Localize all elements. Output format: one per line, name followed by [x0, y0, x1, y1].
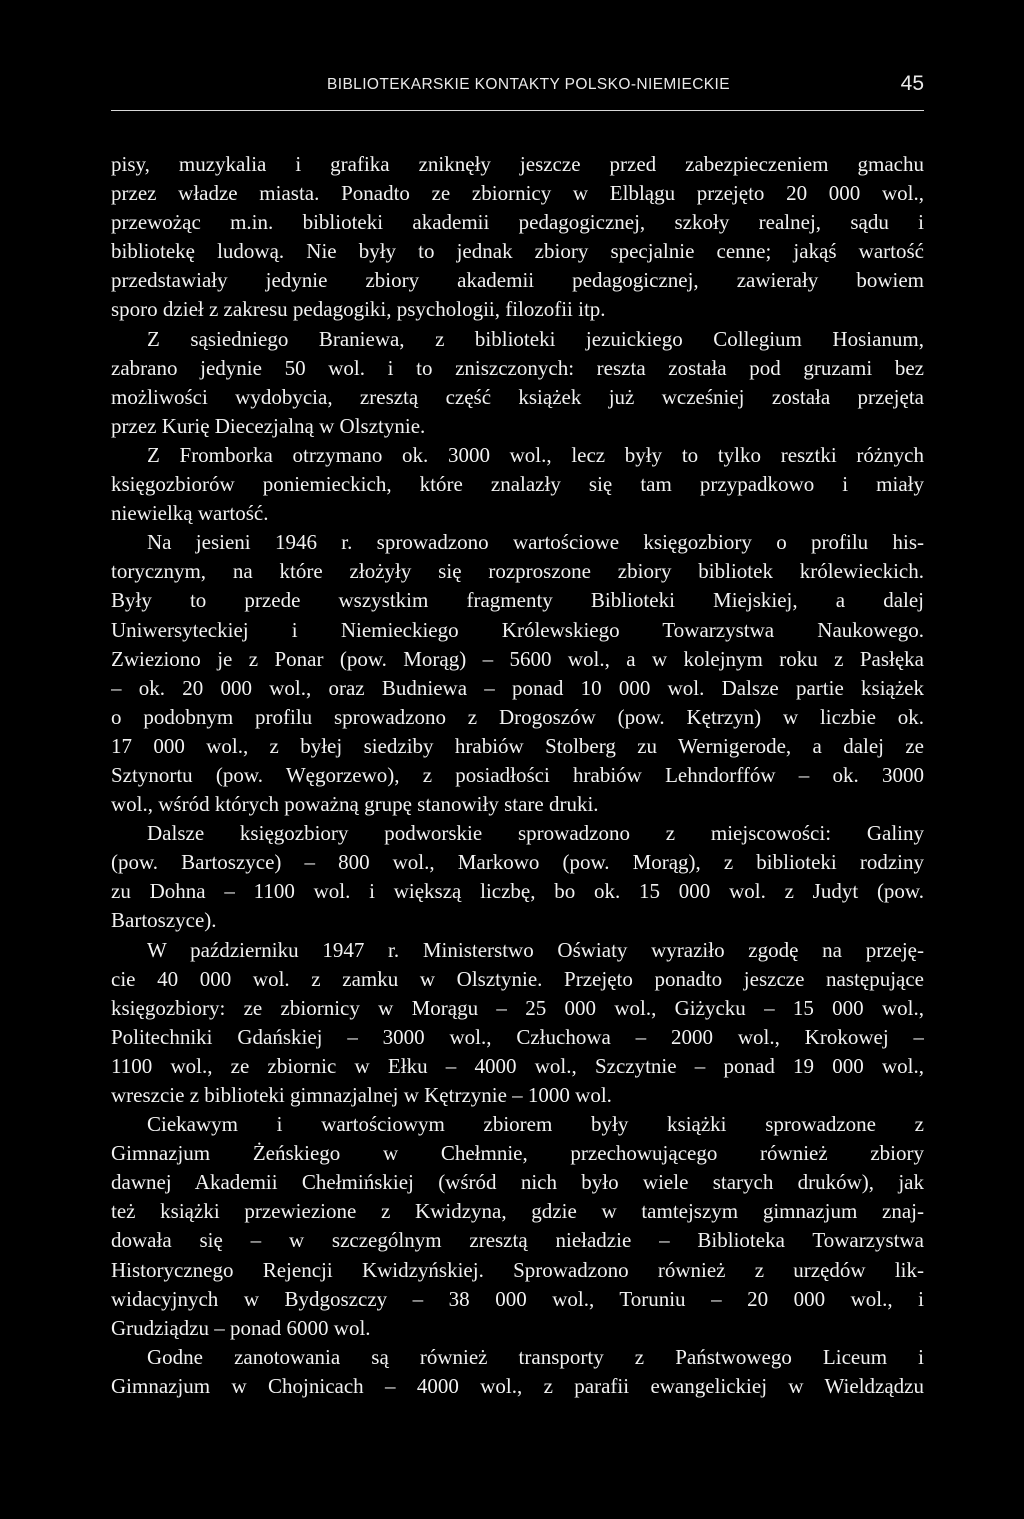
text-line: księgozbiory: ze zbiornicy w Morągu – 25 000 wol., Giżycku – 15 000 wol.,: [111, 995, 924, 1020]
text-line: 1100 wol., ze zbiornic w Ełku – 4000 wol., Szczytnie – ponad 19 000 wol.,: [111, 1053, 924, 1078]
text-line: też książki przewiezione z Kwidzyna, gdzie w tamtejszym gimnazjum znaj-: [111, 1199, 924, 1224]
text-line: Na jesieni 1946 r. sprowadzono wartościowe księgozbiory o profilu his-: [147, 530, 924, 555]
text-line: Grudziądzu – ponad 6000 wol.: [111, 1315, 371, 1340]
text-line: – ok. 20 000 wol., oraz Budniewa – ponad 10 000 wol. Dalsze partie książek: [111, 675, 924, 700]
text-line: niewielką wartość.: [111, 501, 269, 526]
text-line: Gimnazjum w Chojnicach – 4000 wol., z parafii ewangelickiej w Wieldządzu: [111, 1373, 924, 1398]
text-line: Godne zanotowania są również transporty z Państwowego Liceum i: [147, 1344, 924, 1369]
text-line: Były to przede wszystkim fragmenty Biblioteki Miejskiej, a dalej: [111, 588, 924, 613]
text-line: 17 000 wol., z byłej siedziby hrabiów Stolberg zu Wernigerode, a dalej ze: [111, 733, 924, 758]
text-line: dawnej Akademii Chełmińskiej (wśród nich było wiele starych druków), jak: [111, 1170, 924, 1195]
text-line: zu Dohna – 1100 wol. i większą liczbę, bo ok. 15 000 wol. z Judyt (pow.: [111, 879, 924, 904]
text-line: wol., wśród których poważną grupę stanowiły stare druki.: [111, 792, 599, 817]
text-line: księgozbiorów poniemieckich, które znalazły się tam przypadkowo i miały: [111, 472, 924, 497]
text-line: Zwieziono je z Ponar (pow. Morąg) – 5600 wol., a w kolejnym roku z Pasłęka: [111, 646, 924, 671]
text-line: Sztynortu (pow. Węgorzewo), z posiadłości hrabiów Lehndorffów – ok. 3000: [111, 762, 924, 787]
text-line: Z Fromborka otrzymano ok. 3000 wol., lecz były to tylko resztki różnych: [147, 442, 924, 467]
text-line: Ciekawym i wartościowym zbiorem były książki sprowadzone z: [147, 1112, 924, 1137]
text-line: przedstawiały jedynie zbiory akademii pedagogicznej, zawierały bowiem: [111, 268, 924, 293]
text-line: zabrano jedynie 50 wol. i to zniszczonych: reszta została pod gruzami bez: [111, 355, 924, 380]
text-line: torycznym, na które złożyły się rozproszone zbiory bibliotek królewieckich.: [111, 559, 924, 584]
text-line: Uniwersyteckiej i Niemieckiego Królewskiego Towarzystwa Naukowego.: [111, 617, 924, 642]
text-line: przez Kurię Diecezjalną w Olsztynie.: [111, 413, 426, 438]
header-rule: [111, 110, 924, 111]
text-line: Historycznego Rejencji Kwidzyńskiej. Sprowadzono również z urzędów lik-: [111, 1257, 924, 1282]
text-line: Politechniki Gdańskiej – 3000 wol., Człuchowa – 2000 wol., Krokowej –: [111, 1024, 924, 1049]
text-line: sporo dzieł z zakresu pedagogiki, psychologii, filozofii itp.: [111, 297, 606, 322]
text-line: wreszcie z biblioteki gimnazjalnej w Kętrzynie – 1000 wol.: [111, 1083, 612, 1107]
text-line: Z sąsiedniego Braniewa, z biblioteki jezuickiego Collegium Hosianum,: [147, 326, 924, 351]
text-line: cie 40 000 wol. z zamku w Olsztynie. Przejęto ponadto jeszcze następujące: [111, 966, 924, 991]
running-head: [111, 70, 924, 100]
text-line: Bartoszyce).: [111, 908, 217, 933]
text-line: widacyjnych w Bydgoszczy – 38 000 wol., Toruniu – 20 000 wol., i: [111, 1286, 924, 1311]
body-text: [111, 150, 924, 1401]
page-number: 45: [900, 72, 924, 95]
text-line: dowała się – w szczególnym zresztą nieładzie – Biblioteka Towarzystwa: [111, 1228, 924, 1253]
text-line: przez władze miasta. Ponadto ze zbiornicy w Elblągu przejęto 20 000 wol.,: [111, 181, 924, 206]
text-line: przewożąc m.in. biblioteki akademii pedagogicznej, szkoły realnej, sądu i: [111, 210, 924, 235]
text-line: Dalsze księgozbiory podworskie sprowadzono z miejscowości: Galiny: [147, 821, 924, 846]
text-line: możliwości wydobycia, zresztą część książek już wcześniej została przejęta: [111, 384, 924, 409]
text-line: Gimnazjum Żeńskiego w Chełmnie, przechowującego również zbiory: [111, 1141, 924, 1166]
text-line: W październiku 1947 r. Ministerstwo Oświaty wyraziło zgodę na przeję-: [147, 937, 924, 962]
running-title: BIBLIOTEKARSKIE KONTAKTY POLSKO-NIEMIECKIE: [327, 76, 730, 93]
text-line: (pow. Bartoszyce) – 800 wol., Markowo (pow. Morąg), z biblioteki rodziny: [111, 850, 924, 875]
text-line: pisy, muzykalia i grafika zniknęły jeszcze przed zabezpieczeniem gmachu: [111, 152, 924, 176]
text-line: o podobnym profilu sprowadzono z Drogoszów (pow. Kętrzyn) w liczbie ok.: [111, 704, 924, 729]
text-line: bibliotekę ludową. Nie były to jednak zbiory specjalnie cenne; jakąś wartość: [111, 239, 924, 264]
